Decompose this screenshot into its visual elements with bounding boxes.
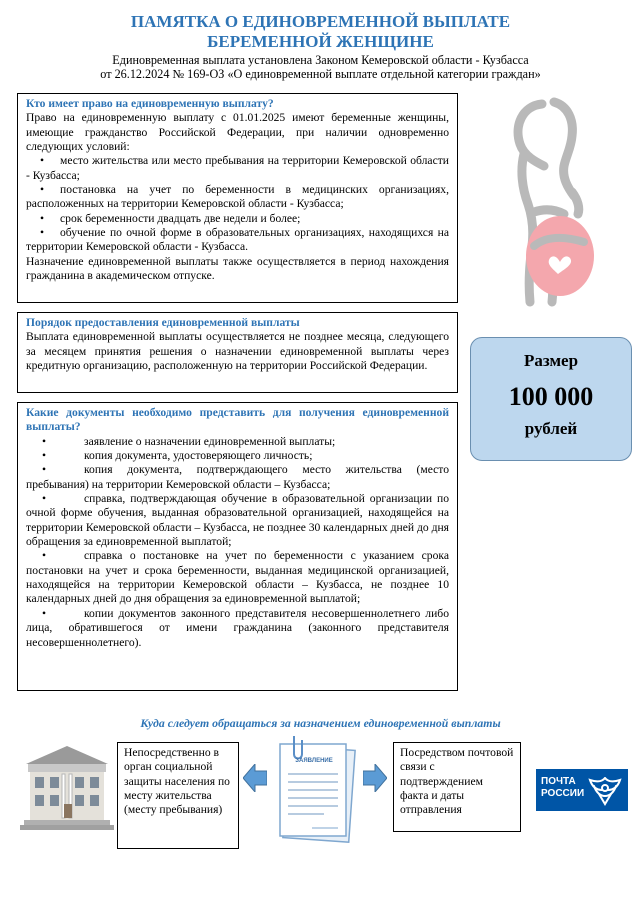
arrow-right-icon [363,764,387,792]
condition-item: • срок беременности двадцать две недели и более; [40,211,301,225]
eligibility-section [17,93,458,303]
document-title [0,12,641,52]
eligibility-note: Назначение единовременной выплаты также осуществляется в период нахождения гражданина в академическом отпуске. [26,254,449,283]
payment-unit: рублей [524,419,578,438]
condition-item: • постановка на учет по беременности в медицинских организациях, расположенных на территории Кемеровской области - Кузбасса; [26,183,449,211]
eligibility-intro: Право на единовременную выплату с 01.01.2025 имеют беременные женщины, имеющие гражданство Российской Федерации, при наличии одновременно следующих условий: [26,111,449,154]
russian-post-logo [536,769,628,811]
subtitle-line-1: Единовременная выплата установлена Законом Кемеровской области - Кузбасса [112,53,529,67]
payment-amount: 100 000 [508,382,594,411]
pregnant-woman-icon [494,96,622,308]
documents-heading: Какие документы необходимо представить для получения единовременной выплаты? [26,406,449,434]
arrow-left-icon [243,764,267,792]
procedure-text: Выплата единовременной выплаты осуществляется не позднее месяца, следующего за месяцем принятия решения о назначении единовременной выплаты через кредитную организацию, расположенную на территории Российской Федерации. [26,330,449,373]
document-item: • справка, подтверждающая обучение в образовательной организации по очной форме обучения, выданная образовательной организацией, находящейся на территории Кемеровской области – Кузбасса, не позднее 30 календарных дней до дня обращения за единовременной выплатой; [26,492,450,549]
payment-size-label: Размер [523,351,579,370]
document-item: • копия документа, подтверждающего место жительства (место пребывания) на территории Кемеровской области – Кузбасса; [26,463,449,491]
where-to-apply-heading: Куда следует обращаться за назначением единовременной выплаты [140,716,501,730]
condition-item: • обучение по очной форме в образовательных организациях, находящихся на территории Кемеровской области - Кузбасса. [26,226,449,254]
apply-option-office: Непосредственно в орган социальной защиты населения по месту жительства (месту пребывания) [117,742,239,849]
apply-option-post: Посредством почтовой связи с подтверждением факта и даты отправления [393,742,521,832]
subtitle-line-2: от 26.12.2024 № 169-ОЗ «О единовременной выплате отдельной категории граждан» [100,67,541,81]
application-form-icon [272,734,358,844]
title-line-1: ПАМЯТКА О ЕДИНОВРЕМЕННОЙ ВЫПЛАТЕ [130,12,511,31]
title-line-2: БЕРЕМЕННОЙ ЖЕНЩИНЕ [207,32,434,51]
document-item: • копия документа, удостоверяющего личность; [42,449,313,463]
document-item: • копии документов законного представителя несовершеннолетнего либо лица, обратившегося от имени гражданина (законного представителя несовершеннолетнего). [26,606,449,649]
government-building-icon [20,740,114,832]
document-subtitle [0,53,641,81]
post-logo-line-1: ПОЧТА [541,776,576,787]
document-item: • справка о постановке на учет по беременности с указанием срока постановки на учет и срока беременности, выданная медицинской организацией, находящейся на территории Кемеровской области – Кузбасса, не позднее 10 календарных дней до дня обращения за единовременной выплатой; [26,549,449,606]
document-item: • заявление о назначении единовременной выплаты; [42,434,336,448]
form-label: ЗАЯВЛЕНИЕ [295,758,333,764]
procedure-section [17,312,458,393]
procedure-heading: Порядок предоставления единовременной выплаты [26,316,300,329]
post-logo-line-2: РОССИИ [541,788,585,799]
payment-size-card [470,337,632,461]
condition-item: • место жительства или место пребывания на территории Кемеровской области - Кузбасса; [26,154,449,182]
eagle-emblem-icon [586,772,624,808]
documents-section [17,402,458,691]
eligibility-heading: Кто имеет право на единовременную выплату? [26,97,274,110]
